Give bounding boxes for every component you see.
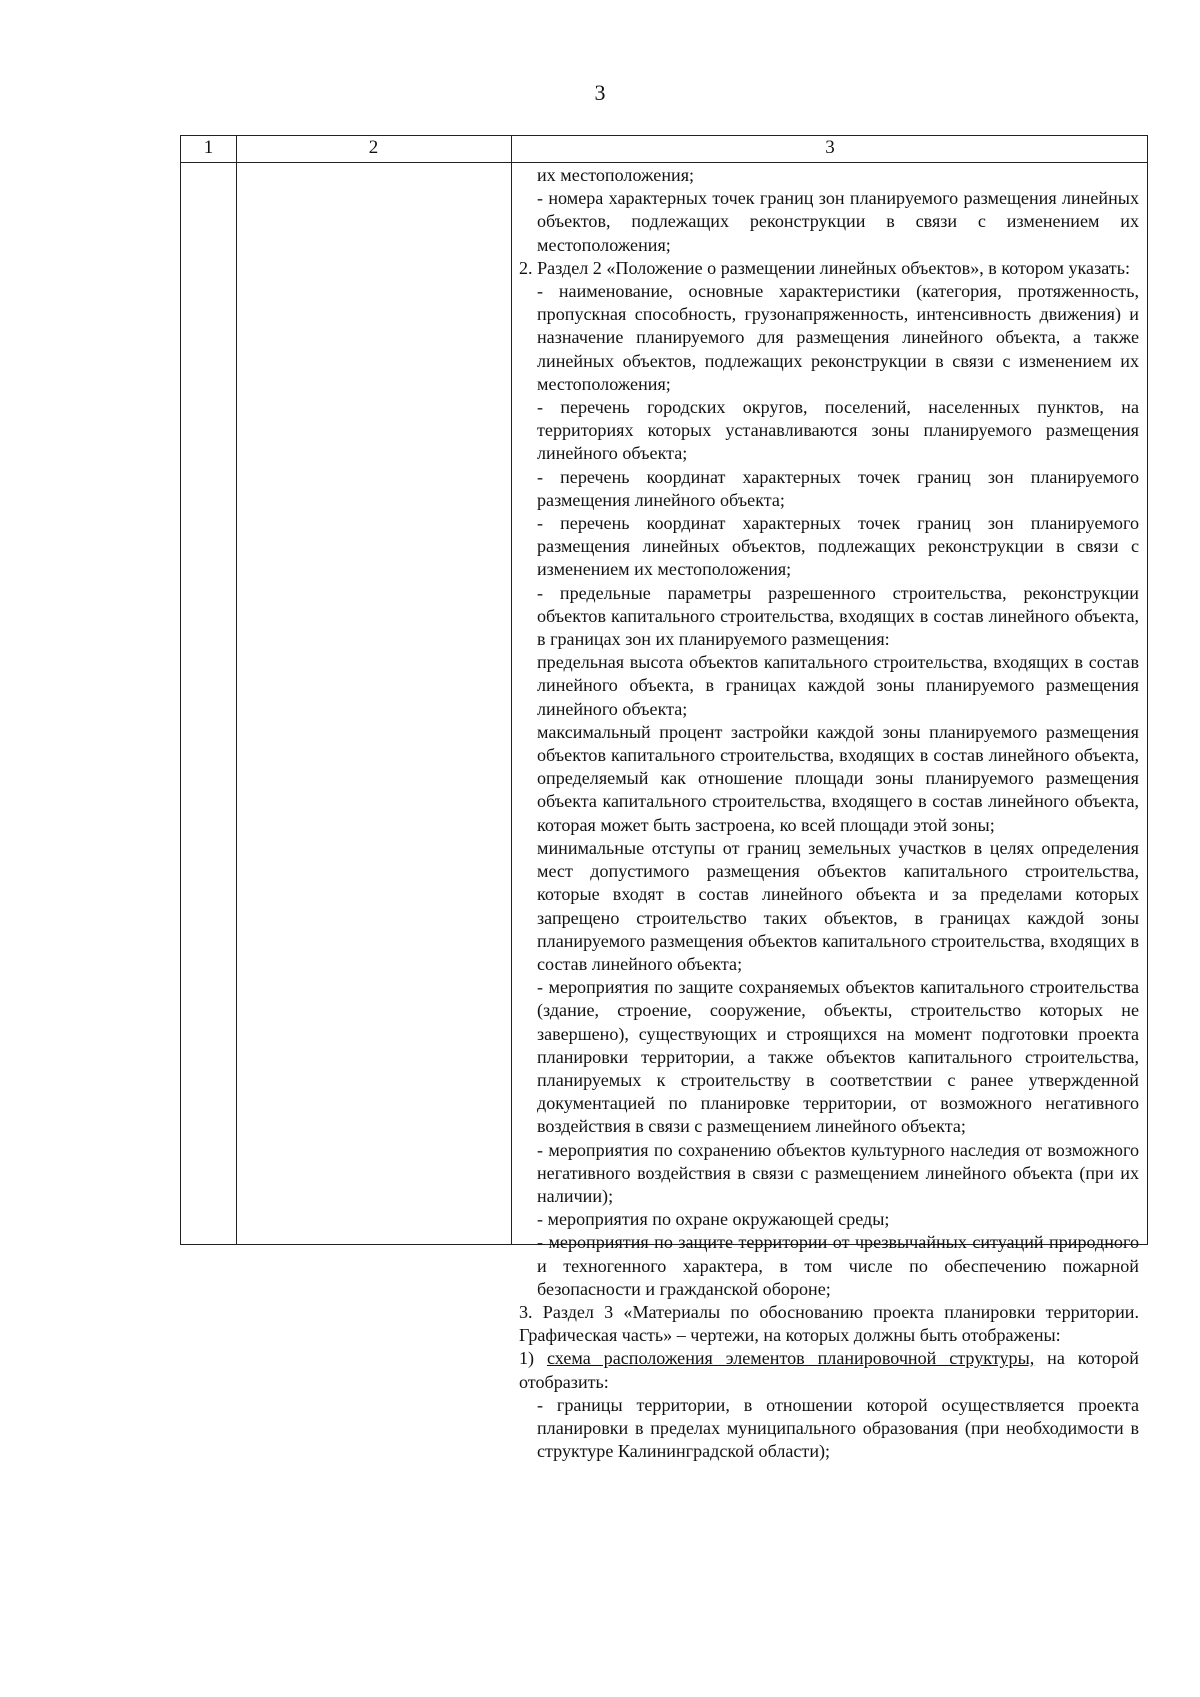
column-header-2: 2	[368, 137, 379, 158]
paragraph: - перечень координат характерных точек границ зон планируемого размещения линейного объекта;	[537, 466, 1139, 510]
paragraph: - границы территории, в отношении которой осуществляется проекта планировки в пределах муниципального образования (при необходимости в структуре Калининградской области);	[537, 1394, 1139, 1462]
paragraph: предельная высота объектов капитального строительства, входящих в состав линейного объекта, в границах каждой зоны планируемого размещения линейного объекта;	[537, 652, 1139, 719]
paragraph: - номера характерных точек границ зон планируемого размещения линейных объектов, подлежащих реконструкции в связи с изменением их местоположения;	[537, 188, 1139, 255]
section-heading-paragraph: 3. Раздел 3 «Материалы по обоснованию проекта планировки территории. Графическая часть» – чертежи, на которых должны быть отображены:	[519, 1301, 1139, 1346]
item-suffix: на которой отобразить:	[519, 1348, 1139, 1392]
paragraph: - перечень координат характерных точек границ зон планируемого размещения линейных объектов, подлежащих реконструкции в связи с изменением их местоположения;	[537, 513, 1139, 580]
underlined-text: схема расположения элементов планировочной структуры,	[546, 1348, 1035, 1369]
column-header-1: 1	[203, 137, 214, 158]
table-header-row	[181, 136, 1147, 163]
paragraph: - предельные параметры разрешенного строительства, реконструкции объектов капитального строительства, входящих в состав линейного объекта, в границах зон их планируемого размещения:	[537, 582, 1139, 650]
item-number: 1)	[519, 1348, 547, 1369]
requirements-table	[180, 135, 1148, 1462]
paragraph: максимальный процент застройки каждой зоны планируемого размещения объектов капитального строительства, входящих в состав линейного объекта, определяемый как отношение площади зоны планируемого размещения объекта капитального строительства, входящего в состав линейного объекта, которая может быть застроена, ко всей площади этой зоны;	[537, 721, 1139, 835]
column-3-content	[519, 164, 1139, 1463]
column-divider	[511, 136, 512, 1244]
paragraph: - мероприятия по охране окружающей среды;	[537, 1209, 890, 1230]
underlined-item-paragraph	[519, 1347, 1139, 1393]
paragraph: - мероприятия по защите территории от чрезвычайных ситуаций природного и техногенного характера, в том числе по обеспечению пожарной безопасности и гражданской обороне;	[537, 1232, 1139, 1299]
column-header-3: 3	[825, 137, 835, 158]
paragraph: - наименование, основные характеристики (категория, протяженность, пропускная способность, грузонапряженность, интенсивность движения) и назначение планируемого для размещения линейного объекта, а также линейных объектов, подлежащих реконструкции в связи с изменением их местоположения;	[537, 281, 1139, 394]
section-heading-paragraph: 2. Раздел 2 «Положение о размещении линейных объектов», в котором указать:	[519, 257, 1130, 278]
page-number: 3	[594, 80, 606, 105]
paragraph: их местоположения;	[537, 165, 695, 185]
paragraph: минимальные отступы от границ земельных участков в целях определения мест допустимого размещения объектов капитального строительства, которые входят в состав линейного объекта и за пределами которых запрещено строительство таких объектов, в границах каждой зоны планируемого размещения объектов капитального строительства, входящих в состав линейного объекта;	[537, 837, 1139, 974]
column-divider	[236, 136, 237, 1244]
paragraph: - мероприятия по защите сохраняемых объектов капитального строительства (здание, строение, сооружение, объекты, строительство которых не завершено), существующих и строящихся на момент подготовки проекта планировки территории, а также объектов капитального строительства, планируемых к строительству в соответствии с ранее утвержденной документацией по планировке территории, от возможного негативного воздействия в связи с размещением линейного объекта;	[537, 977, 1139, 1137]
paragraph: - перечень городских округов, поселений, населенных пунктов, на территориях которых устанавливаются зоны планируемого размещения линейного объекта;	[537, 397, 1139, 464]
paragraph: - мероприятия по сохранению объектов культурного наследия от возможного негативного воздействия в связи с размещением линейного объекта (при их наличии);	[537, 1139, 1139, 1206]
